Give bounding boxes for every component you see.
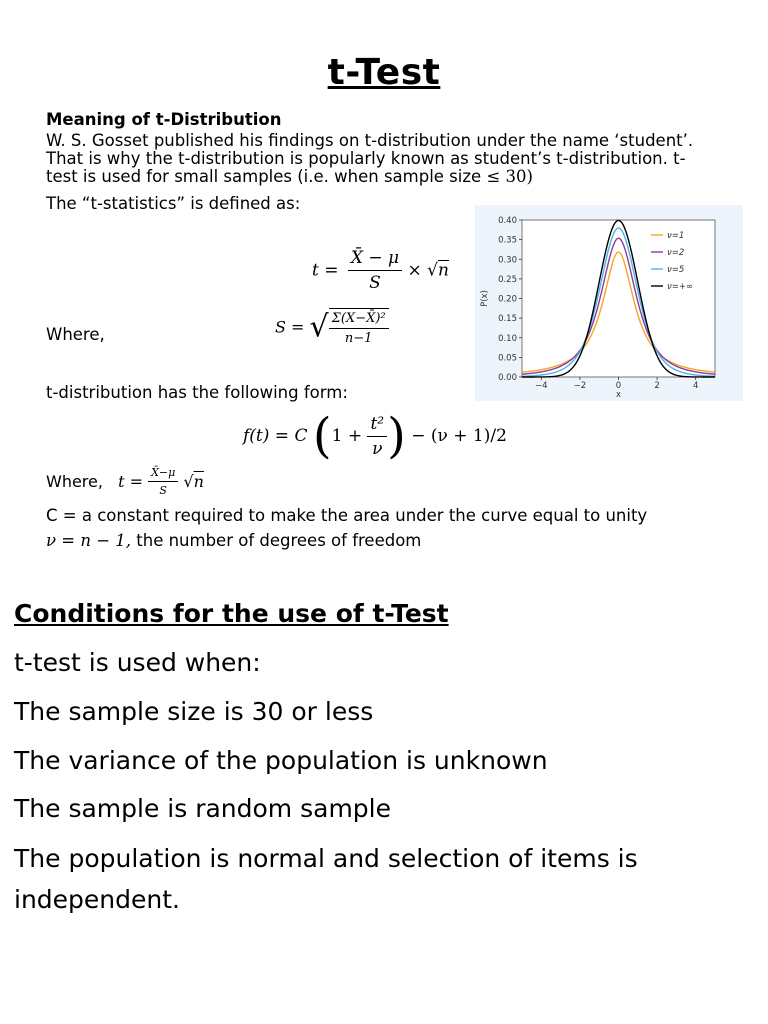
meaning-heading: Meaning of t-Distribution [46,110,282,129]
condition-item: The sample size is 30 or less [14,697,374,726]
page-title: t-Test [327,52,441,93]
y-tick-label: 0.00 [498,373,517,383]
constant-description: C = a constant required to make the area under the curve equal to unity [46,506,648,525]
y-axis-label: P(x) [480,290,490,307]
condition-item: independent. [14,885,180,914]
x-axis-label: x [615,390,622,400]
where-t-formula: Where, t = $\frac{X̄-\mu}{S}$ √n [46,466,204,497]
y-tick-label: 0.30 [498,255,517,266]
meaning-line-1: W. S. Gosset published his findings on t-distribution under the name ‘student’. [46,131,694,150]
legend-label: ν=1 [667,231,685,241]
x-tick-label: 0 [615,381,622,391]
y-tick-label: 0.10 [498,333,517,344]
distribution-form-label: t-distribution has the following form: [46,383,348,402]
x-tick-label: −4 [535,381,548,391]
y-tick-label: 0.05 [498,353,517,364]
s-numerator: Σ(X−X̄)² [329,311,389,329]
y-tick-label: 0.25 [498,274,517,285]
legend-label: ν=5 [667,265,685,275]
s-formula: S = √ $\frac{\text{Σ(X−X̄)²}}{n-1}$ [275,308,389,346]
x-tick-label: 4 [692,381,699,391]
meaning-line-3: test is used for small samples (i.e. when sample size ≤ 30) [46,167,533,186]
pdf-formula: f(t) = C (1 + $\frac{\text{t²}}{\nu}$ ) − (ν + 1)/2 [243,408,507,464]
x-tick-label: 2 [654,381,660,391]
y-tick-label: 0.15 [498,314,517,325]
t-sqrt-arg: n [438,260,449,281]
meaning-line-2: That is why the t-distribution is popularly known as student’s t-distribution. t- [46,149,686,168]
s-denominator: n−1 [344,331,373,346]
t-distribution-chart [475,205,743,401]
plot-area [522,220,715,377]
nu-denominator: ν [372,438,383,459]
legend-label: ν=2 [667,248,685,258]
legend-label: ν=+∞ [667,282,694,292]
y-tick-label: 0.40 [498,216,517,226]
condition-item: The population is normal and selection of items is [14,844,638,873]
t-numerator: X̄ − μ [348,248,402,271]
sample-size-condition: ≤ 30) [486,167,533,186]
t-statistic-formula: t = $\frac{X̄ - \mu}{S}$ × √n [312,248,449,293]
condition-item: t-test is used when: [14,648,261,677]
x-tick-label: −2 [573,381,587,391]
t-squared: t² [367,414,387,437]
meaning-line-4: The “t-statistics” is defined as: [46,194,301,213]
y-tick-label: 0.35 [498,235,517,246]
condition-item: The sample is random sample [14,794,392,823]
t-denominator: S [369,273,381,293]
where-label-1: Where, [46,325,105,344]
degrees-of-freedom: ν = n − 1, the number of degrees of freedom [46,531,422,550]
y-tick-label: 0.20 [498,294,517,305]
condition-item: The variance of the population is unknown [14,746,548,775]
conditions-heading: Conditions for the use of t-Test [14,599,449,628]
chart-svg [475,205,743,401]
